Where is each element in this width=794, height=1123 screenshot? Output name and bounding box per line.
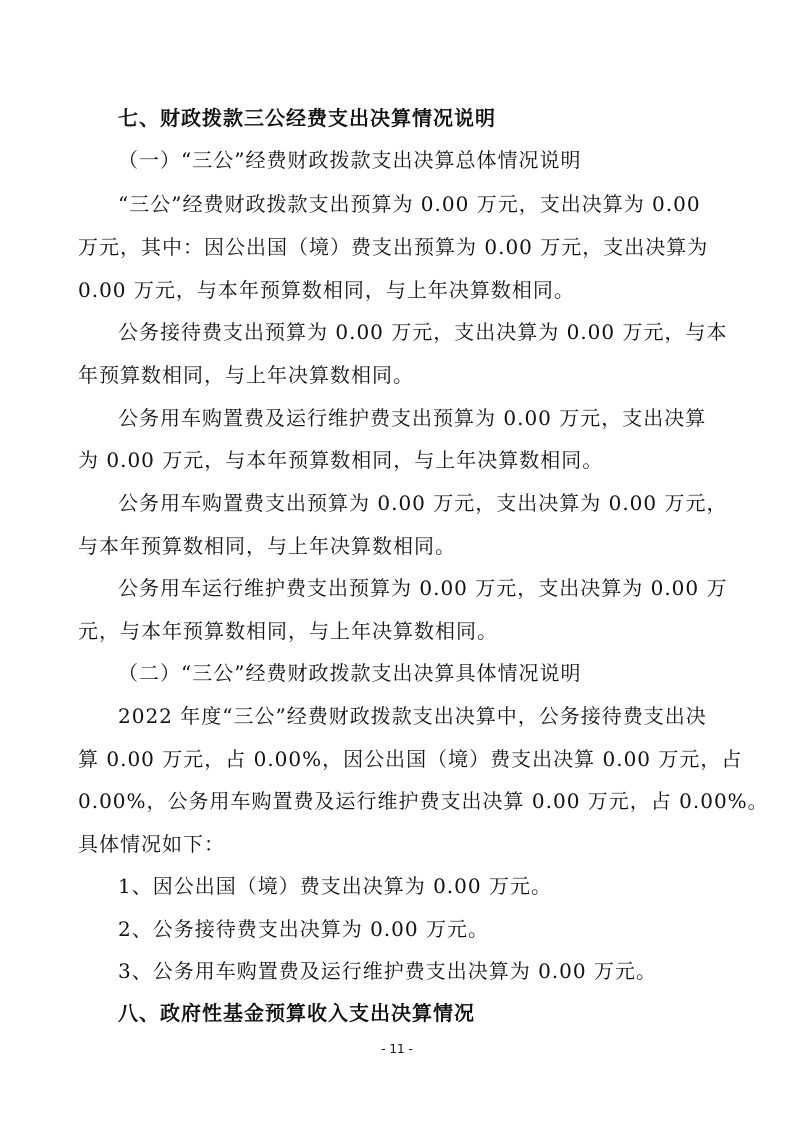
section-heading-8: 八、政府性基金预算收入支出决算情况 [118,1001,475,1025]
subsection-title-2: （二）“三公”经费财政拨款支出决算具体情况说明 [118,661,582,685]
paragraph-line: 公务用车购置费支出预算为 0.00 万元，支出决算为 0.00 万元， [118,491,728,515]
paragraph-line: 0.00%，公务用车购置费及运行维护费支出决算 0.00 万元，占 0.00%。 [78,789,769,813]
paragraph-line: “三公”经费财政拨款支出预算为 0.00 万元，支出决算为 0.00 [118,192,701,216]
paragraph-line: 与本年预算数相同，与上年决算数相同。 [78,534,456,558]
list-item: 3、公务用车购置费及运行维护费支出决算为 0.00 万元。 [118,959,657,983]
paragraph-line: 2022 年度“三公”经费财政拨款支出决算中，公务接待费支出决 [118,704,707,728]
page-number: - 11 - [381,1042,413,1056]
list-item: 2、公务接待费支出决算为 0.00 万元。 [118,917,489,941]
paragraph-line: 年预算数相同，与上年决算数相同。 [78,363,414,387]
subsection-title-1: （一）“三公”经费财政拨款支出决算总体情况说明 [118,148,582,172]
paragraph-line: 万元，其中：因公出国（境）费支出预算为 0.00 万元，支出决算为 [78,235,709,259]
paragraph-line: 算 0.00 万元，占 0.00%，因公出国（境）费支出决算 0.00 万元，占 [78,747,743,771]
paragraph-line: 公务接待费支出预算为 0.00 万元，支出决算为 0.00 万元，与本 [118,320,728,344]
paragraph-line: 为 0.00 万元，与本年预算数相同，与上年决算数相同。 [78,448,604,472]
section-heading-7: 七、财政拨款三公经费支出决算情况说明 [118,106,496,130]
paragraph-line: 元，与本年预算数相同，与上年决算数相同。 [78,619,498,643]
paragraph-line: 公务用车运行维护费支出预算为 0.00 万元，支出决算为 0.00 万 [118,576,728,600]
paragraph-line: 0.00 万元，与本年预算数相同，与上年决算数相同。 [78,278,575,302]
paragraph-line: 具体情况如下： [78,832,225,856]
list-item: 1、因公出国（境）费支出决算为 0.00 万元。 [118,874,552,898]
paragraph-line: 公务用车购置费及运行维护费支出预算为 0.00 万元，支出决算 [118,406,707,430]
